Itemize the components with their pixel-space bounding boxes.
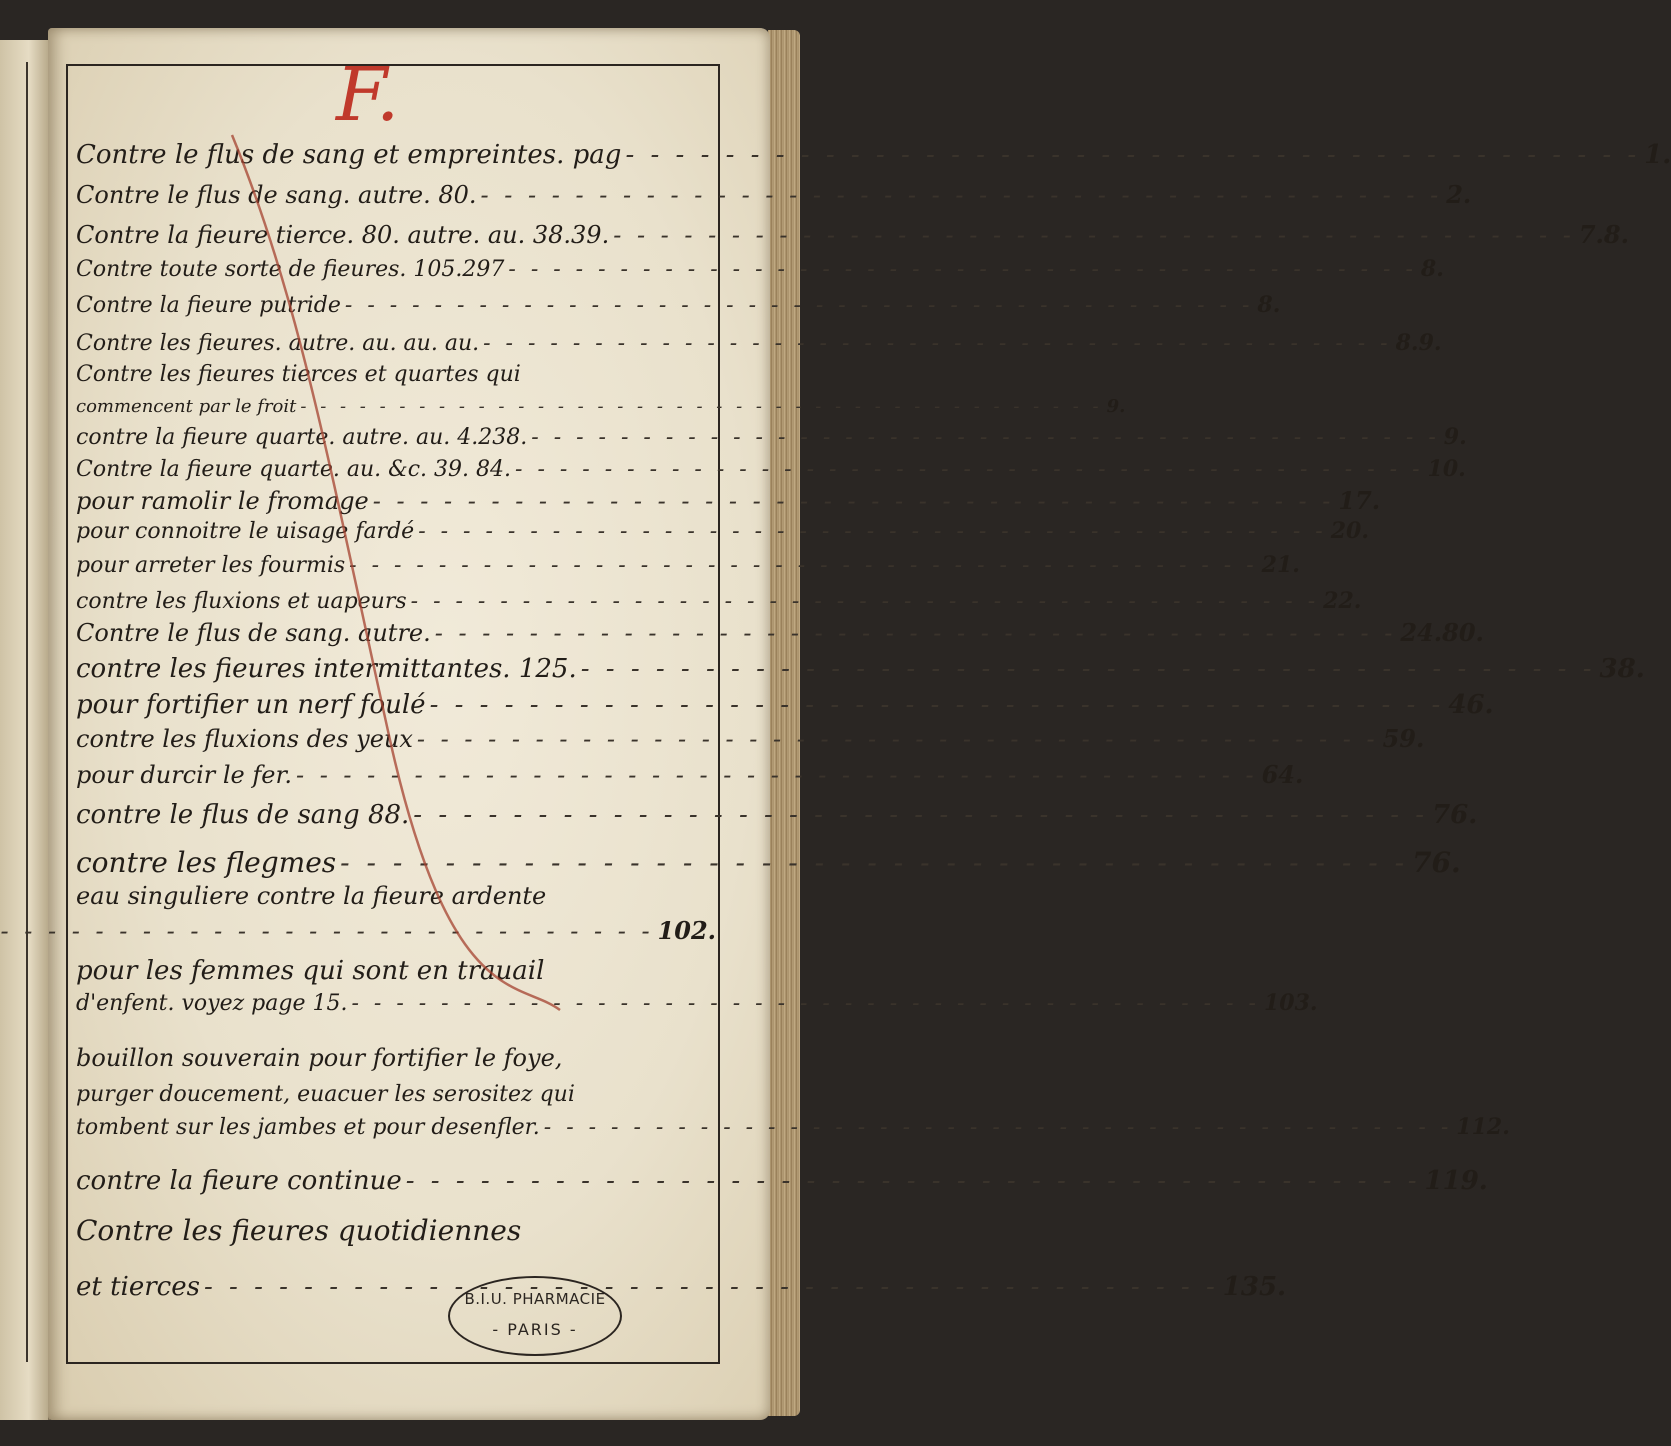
entry-page-number: 8. <box>1257 292 1281 318</box>
entry-page-number: 64. <box>1261 760 1304 789</box>
entry-text: contre la fieure continue <box>76 1166 402 1196</box>
index-entry <box>76 990 1318 1016</box>
entry-page-number: 17. <box>1338 486 1381 515</box>
entry-page-number: 24.80. <box>1400 618 1484 647</box>
index-entry <box>76 1114 1510 1140</box>
index-entry <box>76 916 716 945</box>
entry-leader-dashes <box>577 654 1600 684</box>
entry-page-number: 103. <box>1263 990 1318 1016</box>
entry-page-number: 38. <box>1599 654 1645 684</box>
index-entry <box>76 552 1300 578</box>
index-entry <box>76 800 1478 830</box>
index-entry <box>76 292 1281 318</box>
entry-page-number: 9. <box>1106 396 1126 417</box>
index-entry <box>76 690 1494 720</box>
entry-text: contre les fluxions des yeux <box>76 725 413 753</box>
entry-text: Contre toute sorte de fieures. 105.297 <box>76 257 505 282</box>
index-entry <box>76 486 1381 515</box>
entry-page-number: 112. <box>1456 1114 1510 1140</box>
entry-text: Contre les fieures. autre. au. au. au. <box>76 331 480 356</box>
entry-leader-dashes <box>426 690 1449 720</box>
index-entry <box>76 882 716 910</box>
index-entry <box>76 846 1461 879</box>
entry-leader-dashes <box>479 331 1396 356</box>
entry-leader-dashes <box>511 457 1428 482</box>
entry-leader-dashes <box>345 553 1262 578</box>
entry-page-number: 21. <box>1261 552 1300 578</box>
entry-text: contre la fieure quarte. autre. au. 4.238. <box>76 425 528 450</box>
entry-text: pour connoitre le uisage fardé <box>76 519 415 544</box>
entry-leader-dashes <box>200 1272 1223 1302</box>
entry-leader-dashes <box>527 425 1444 450</box>
entry-page-number: 76. <box>1432 800 1478 830</box>
entry-leader-dashes <box>407 589 1324 614</box>
index-entry <box>76 1082 716 1107</box>
index-entry <box>76 180 1472 209</box>
entry-text: commencent par le froit <box>76 396 297 417</box>
entry-text: Contre les fieures tierces et quartes qui <box>76 362 521 387</box>
entry-leader-dashes <box>402 1166 1425 1196</box>
entry-page-number: 119. <box>1424 1166 1488 1196</box>
entry-page-number: 8. <box>1420 256 1444 282</box>
entry-page-number: 76. <box>1412 846 1461 879</box>
entry-leader-dashes <box>292 761 1262 789</box>
index-entry <box>76 588 1362 614</box>
index-entry <box>76 1214 716 1247</box>
entry-page-number: 46. <box>1448 690 1494 720</box>
entry-text: Contre la fieure putride <box>76 293 341 318</box>
entry-leader-dashes <box>413 725 1383 753</box>
entry-text: pour fortifier un nerf foulé <box>76 690 426 720</box>
entry-text: contre le flus de sang 88. <box>76 800 410 830</box>
entry-text: purger doucement, euacuer les serositez qui <box>76 1082 575 1107</box>
index-entry <box>76 140 1671 170</box>
entry-text: Contre le flus de sang. autre. <box>76 619 431 647</box>
entry-leader-dashes <box>409 800 1432 830</box>
entry-text: d'enfent. voyez page 15. <box>76 991 348 1016</box>
entry-text: Contre le flus de sang. autre. 80. <box>76 181 477 209</box>
index-entry <box>76 396 1126 417</box>
entry-leader-dashes <box>414 519 1331 544</box>
entry-page-number: 9. <box>1443 424 1467 450</box>
entry-text: pour durcir le fer. <box>76 761 292 789</box>
index-entry <box>76 654 1645 684</box>
entry-text: pour arreter les fourmis <box>76 553 346 578</box>
entry-leader-dashes <box>621 140 1644 170</box>
index-entry <box>76 330 1442 356</box>
index-entry <box>76 456 1466 482</box>
index-entry <box>76 220 1629 249</box>
entry-text: pour ramolir le fromage <box>76 487 369 515</box>
entry-page-number: 22. <box>1323 588 1362 614</box>
entry-page-number: 1. <box>1644 140 1671 170</box>
entry-text: tombent sur les jambes et pour desenfler. <box>76 1115 540 1140</box>
entry-text: eau singuliere contre la fieure ardente <box>76 882 547 910</box>
entry-text: Contre les fieures quotidiennes <box>76 1214 522 1247</box>
entry-leader-dashes <box>369 487 1339 515</box>
entry-text: bouillon souverain pour fortifier le foye, <box>76 1044 563 1072</box>
entry-text: contre les fluxions et uapeurs <box>76 589 407 614</box>
entry-page-number: 2. <box>1446 180 1472 209</box>
entry-text: Contre la fieure quarte. au. &c. 39. 84. <box>76 457 512 482</box>
entry-page-number: 10. <box>1427 456 1466 482</box>
entry-page-number: 7.8. <box>1578 220 1629 249</box>
index-entry <box>76 724 1425 753</box>
entry-page-number: 20. <box>1330 518 1369 544</box>
index-entry <box>76 1272 1287 1302</box>
entry-leader-dashes <box>504 257 1421 282</box>
entry-text: contre les flegmes <box>76 846 337 879</box>
entry-text: et tierces <box>76 1272 200 1302</box>
library-stamp <box>448 1276 622 1356</box>
entry-leader-dashes <box>540 1115 1457 1140</box>
entry-text: pour les femmes qui sont en trauail <box>76 956 545 986</box>
entry-leader-dashes <box>296 396 1106 417</box>
entry-text: Contre le flus de sang et empreintes. pag <box>76 140 622 170</box>
stamp-line-1: B.I.U. PHARMACIE <box>464 1290 606 1308</box>
index-entry <box>76 1166 1488 1196</box>
index-entry <box>76 424 1467 450</box>
index-entry <box>76 956 716 986</box>
entry-leader-dashes <box>431 619 1401 647</box>
entry-page-number: 135. <box>1222 1272 1287 1302</box>
entry-leader-dashes <box>336 846 1412 879</box>
index-entry <box>76 618 1484 647</box>
index-entry <box>76 518 1369 544</box>
entry-page-number: 59. <box>1382 724 1425 753</box>
entry-leader-dashes <box>0 917 658 945</box>
entry-leader-dashes <box>477 181 1447 209</box>
index-entry <box>76 760 1304 789</box>
entry-leader-dashes <box>347 991 1264 1016</box>
stamp-line-2: - PARIS - <box>492 1320 578 1339</box>
index-entry <box>76 362 716 387</box>
entry-page-number: 8.9. <box>1395 330 1442 356</box>
entry-text: contre les fieures intermittantes. 125. <box>76 654 577 684</box>
index-entry <box>76 1044 716 1072</box>
entry-page-number: 102. <box>657 916 716 945</box>
entry-text: Contre la fieure tierce. 80. autre. au. 38.39. <box>76 221 610 249</box>
index-letter-heading: F. <box>336 52 400 138</box>
entry-leader-dashes <box>609 221 1579 249</box>
index-entry <box>76 256 1444 282</box>
entry-leader-dashes <box>341 293 1258 318</box>
